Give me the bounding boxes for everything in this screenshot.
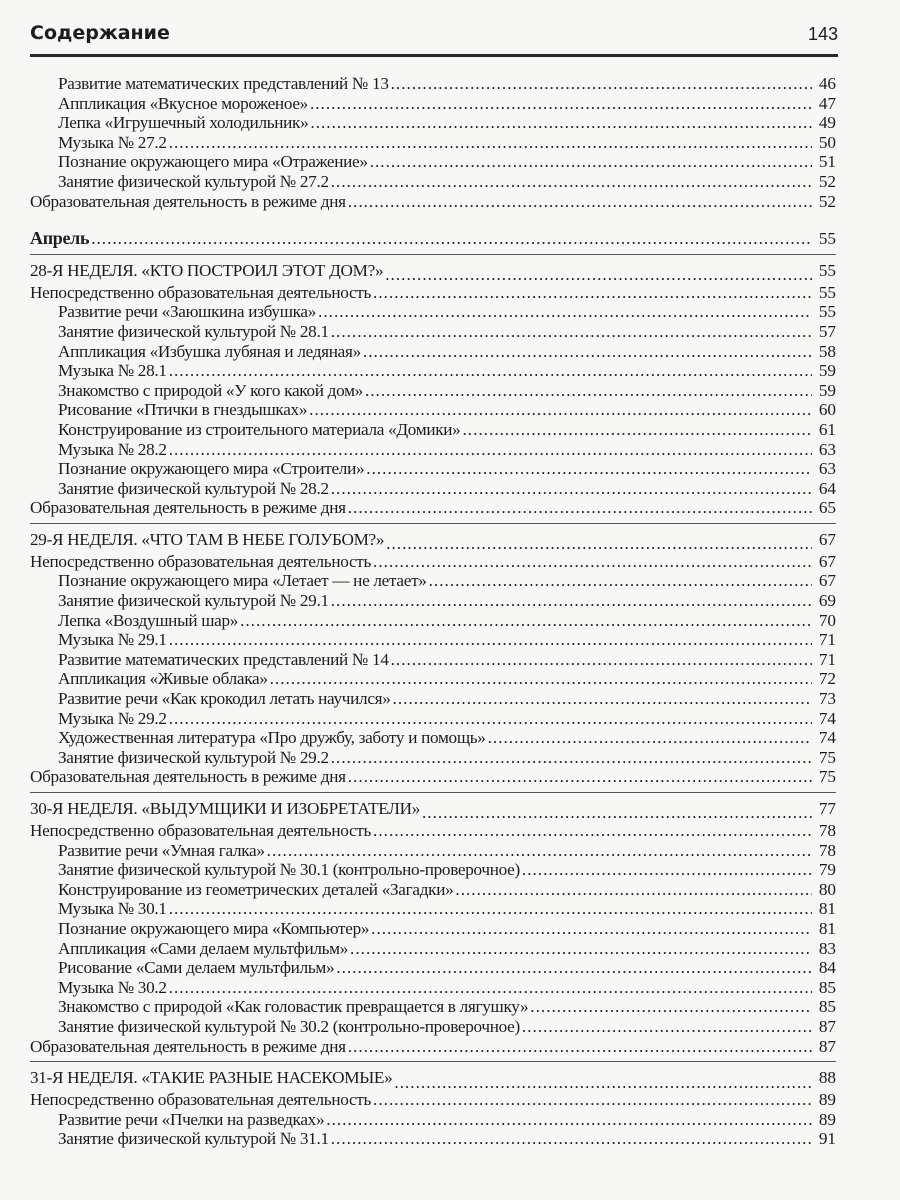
- toc-week-section: [30, 1061, 836, 1149]
- toc-entry-page: 81: [818, 918, 836, 938]
- dot-leader: [331, 322, 812, 342]
- page-number: 143: [807, 24, 838, 44]
- toc-entry-page: 46: [818, 74, 836, 93]
- toc-entry-title: Музыка № 30.2: [58, 977, 167, 997]
- toc-entry-title: Лепка «Игрушечный холодильник»: [58, 113, 309, 133]
- toc-entry-title: Непосредственно образовательная деятельность: [30, 551, 372, 571]
- dot-leader: [488, 728, 812, 748]
- toc-entry-title: Художественная литература «Про дружбу, заботу и помощь»: [58, 728, 486, 748]
- toc-entry-page: 73: [818, 689, 836, 709]
- toc-entry-title: Конструирование из строительного материала «Домики»: [58, 419, 461, 439]
- toc-entry-title: Занятие физической культурой № 31.1: [58, 1129, 329, 1149]
- toc-entry-title: 31-Я НЕДЕЛЯ. «ТАКИЕ РАЗНЫЕ НАСЕКОМЫЕ»: [30, 1068, 393, 1088]
- toc-entry-page: 59: [818, 361, 836, 381]
- toc-entry-title: Занятие физической культурой № 28.1: [58, 321, 329, 341]
- toc-entry[interactable]: [30, 361, 836, 381]
- toc-entry-title: Образовательная деятельность в режиме дня: [30, 498, 346, 518]
- toc-entry[interactable]: [30, 860, 836, 880]
- dot-leader: [366, 459, 812, 479]
- toc-entry-title: Музыка № 29.1: [58, 630, 167, 650]
- toc-entry[interactable]: [30, 1110, 836, 1130]
- toc-entry[interactable]: [30, 1017, 836, 1037]
- toc-entry-page: 81: [818, 899, 836, 919]
- toc-entry-page: 72: [818, 669, 836, 689]
- toc-entry[interactable]: [30, 552, 836, 572]
- toc-entry-title: Аппликация «Сами делаем мультфильм»: [58, 938, 349, 958]
- toc-entry-title: Знакомство с природой «Как головастик превращается в лягушку»: [58, 997, 529, 1017]
- toc-week-section: [30, 523, 836, 787]
- toc-entry-title: Непосредственно образовательная деятельность: [30, 282, 372, 302]
- toc-entry[interactable]: [30, 919, 836, 939]
- toc-entry[interactable]: [30, 939, 836, 959]
- toc-entry-title: Аппликация «Вкусное мороженое»: [58, 93, 308, 113]
- dot-leader: [169, 440, 812, 460]
- toc-entry-title: Знакомство с природой «У кого какой дом»: [58, 380, 363, 400]
- toc-entry-title: Музыка № 30.1: [58, 899, 167, 919]
- toc-entry-title: Аппликация «Живые облака»: [58, 669, 268, 689]
- toc-entry-page: 50: [818, 132, 836, 152]
- dot-leader: [331, 479, 812, 499]
- toc-entry-page: 64: [818, 478, 836, 498]
- toc-entry[interactable]: [30, 459, 836, 479]
- toc-entry[interactable]: [30, 767, 836, 787]
- dot-leader: [348, 192, 812, 212]
- toc-entry[interactable]: [30, 728, 836, 748]
- toc-entry-title: Познание окружающего мира «Летает — не летает»: [58, 571, 427, 591]
- toc-entry-title: Образовательная деятельность в режиме дня: [30, 1036, 346, 1056]
- toc-entry-page: 74: [818, 708, 836, 728]
- toc-entry-title: Занятие физической культурой № 27.2: [58, 171, 329, 191]
- dot-leader: [331, 748, 812, 768]
- toc-entry-title: Развитие математических представлений № 14: [58, 649, 389, 669]
- dot-leader: [267, 841, 812, 861]
- dot-leader: [331, 591, 812, 611]
- toc-entry-page: 67: [818, 529, 836, 549]
- toc-entry[interactable]: [30, 611, 836, 631]
- toc-entry[interactable]: [30, 899, 836, 919]
- toc-week-heading[interactable]: [30, 1066, 836, 1090]
- toc-entry[interactable]: [30, 74, 836, 94]
- toc-entry-title: Занятие физической культурой № 29.2: [58, 747, 329, 767]
- toc-entry-page: 65: [818, 498, 836, 518]
- toc-entry-page: 78: [818, 821, 836, 840]
- toc-section: [30, 70, 836, 211]
- dot-leader: [373, 821, 812, 841]
- toc-entry-page: 71: [818, 649, 836, 669]
- toc-entry-page: 59: [818, 380, 836, 400]
- toc-entry-title: Развитие речи «Пчелки на разведках»: [58, 1109, 325, 1129]
- toc-entry-title: Занятие физической культурой № 30.2 (контрольно-проверочное): [58, 1016, 520, 1036]
- toc-entry[interactable]: [30, 420, 836, 440]
- toc-entry-title: Лепка «Воздушный шар»: [58, 610, 239, 630]
- dot-leader: [169, 709, 812, 729]
- dot-leader: [391, 74, 812, 94]
- dot-leader: [331, 1129, 812, 1149]
- dot-leader: [318, 302, 812, 322]
- dot-leader: [370, 152, 812, 172]
- toc-week-heading[interactable]: [30, 259, 836, 283]
- toc-entry[interactable]: [30, 978, 836, 998]
- dot-leader: [326, 1110, 812, 1130]
- toc-entry[interactable]: [30, 669, 836, 689]
- dot-leader: [371, 919, 812, 939]
- toc-month-heading[interactable]: [30, 229, 836, 249]
- dot-leader: [240, 611, 812, 631]
- toc-entry-title: Музыка № 27.2: [58, 132, 167, 152]
- toc-entry-page: 91: [818, 1129, 836, 1149]
- toc-week-section: [30, 792, 836, 1056]
- toc-entry-title: Рисование «Птички в гнездышках»: [58, 400, 308, 420]
- toc-entry[interactable]: [30, 1129, 836, 1149]
- toc-entry[interactable]: [30, 152, 836, 172]
- dot-leader: [350, 939, 812, 959]
- toc-entry-page: 89: [818, 1090, 836, 1110]
- toc-entry-page: 69: [818, 591, 836, 611]
- dot-leader: [169, 978, 812, 998]
- toc-entry-title: Занятие физической культурой № 29.1: [58, 591, 329, 611]
- toc-entry-title: Развитие речи «Как крокодил летать научился»: [58, 689, 391, 709]
- toc-entry-page: 85: [818, 997, 836, 1017]
- toc-entry-page: 87: [818, 1036, 836, 1056]
- toc-entry[interactable]: [30, 133, 836, 153]
- toc-entry[interactable]: [30, 498, 836, 518]
- toc-entry-title: Непосредственно образовательная деятельность: [30, 1090, 372, 1110]
- dot-leader: [462, 420, 812, 440]
- dot-leader: [169, 630, 812, 650]
- toc-entry-page: 84: [818, 958, 836, 978]
- toc-entry[interactable]: [30, 113, 836, 133]
- toc-entry-page: 70: [818, 610, 836, 630]
- dot-leader: [310, 113, 812, 133]
- toc-entry-title: Занятие физической культурой № 30.1 (контрольно-проверочное): [58, 860, 520, 880]
- dot-leader: [391, 650, 812, 670]
- toc-entry-page: 60: [818, 400, 836, 420]
- toc-entry-page: 57: [818, 321, 836, 341]
- toc-entry-page: 78: [818, 840, 836, 860]
- toc-entry-page: 89: [818, 1109, 836, 1129]
- dot-leader: [365, 381, 812, 401]
- toc-entry-title: Образовательная деятельность в режиме дня: [30, 767, 346, 787]
- dot-leader: [386, 532, 812, 552]
- toc-entry-page: 80: [818, 879, 836, 899]
- toc-entry-page: 88: [818, 1068, 836, 1088]
- toc-entry-title: Занятие физической культурой № 28.2: [58, 478, 329, 498]
- toc-entry[interactable]: [30, 650, 836, 670]
- toc-entry-page: 55: [818, 282, 836, 302]
- toc-entry-page: 67: [818, 551, 836, 571]
- dot-leader: [310, 94, 812, 114]
- page-title: Содержание: [30, 22, 170, 44]
- dot-leader: [331, 172, 812, 192]
- dot-leader: [373, 552, 812, 572]
- toc-entry[interactable]: [30, 322, 836, 342]
- toc-entry[interactable]: [30, 997, 836, 1017]
- dot-leader: [348, 1037, 812, 1057]
- toc-entry-page: 55: [818, 302, 836, 322]
- toc-entry-title: Познание окружающего мира «Компьютер»: [58, 918, 370, 938]
- toc-entry[interactable]: [30, 571, 836, 591]
- toc-entry[interactable]: [30, 302, 836, 322]
- toc-entry[interactable]: [30, 591, 836, 611]
- toc-entry-title: 30-Я НЕДЕЛЯ. «ВЫДУМЩИКИ И ИЗОБРЕТАТЕЛИ»: [30, 799, 420, 818]
- toc-entry-page: 55: [818, 229, 836, 249]
- toc-week-section: [30, 254, 836, 518]
- dot-leader: [169, 899, 812, 919]
- toc-entry-page: 52: [818, 171, 836, 191]
- toc-entry[interactable]: [30, 192, 836, 212]
- dot-leader: [91, 229, 812, 249]
- toc-entry[interactable]: [30, 1090, 836, 1110]
- toc-entry-title: 28-Я НЕДЕЛЯ. «КТО ПОСТРОИЛ ЭТОТ ДОМ?»: [30, 260, 384, 280]
- toc-entry-page: 63: [818, 459, 836, 479]
- toc-entry-page: 75: [818, 747, 836, 767]
- dot-leader: [270, 669, 812, 689]
- toc-entry-page: 52: [818, 191, 836, 211]
- toc-entry[interactable]: [30, 172, 836, 192]
- toc-entry-page: 87: [818, 1016, 836, 1036]
- toc-entry-title: Музыка № 29.2: [58, 708, 167, 728]
- dot-leader: [336, 958, 812, 978]
- toc-month-section: [30, 225, 836, 249]
- table-of-contents: [30, 70, 836, 1149]
- toc-entry-page: 71: [818, 630, 836, 650]
- toc-entry-title: Развитие математических представлений № 13: [58, 74, 389, 93]
- dot-leader: [169, 133, 812, 153]
- toc-entry-page: 51: [818, 152, 836, 172]
- toc-entry[interactable]: [30, 709, 836, 729]
- toc-entry-title: Познание окружающего мира «Отражение»: [58, 152, 368, 172]
- toc-entry-page: 74: [818, 728, 836, 748]
- toc-entry-title: 29-Я НЕДЕЛЯ. «ЧТО ТАМ В НЕБЕ ГОЛУБОМ?»: [30, 529, 385, 549]
- toc-entry-title: Музыка № 28.2: [58, 439, 167, 459]
- dot-leader: [429, 571, 812, 591]
- toc-entry-title: Развитие речи «Умная галка»: [58, 840, 265, 860]
- toc-entry-title: Развитие речи «Заюшкина избушка»: [58, 302, 317, 322]
- toc-entry-page: 55: [818, 260, 836, 280]
- dot-leader: [348, 498, 812, 518]
- toc-entry[interactable]: [30, 94, 836, 114]
- running-header: [30, 20, 838, 57]
- dot-leader: [309, 400, 812, 420]
- toc-entry-page: 67: [818, 571, 836, 591]
- toc-entry-page: 61: [818, 419, 836, 439]
- toc-entry-page: 63: [818, 439, 836, 459]
- toc-entry-page: 85: [818, 977, 836, 997]
- toc-entry-title: Познание окружающего мира «Строители»: [58, 459, 365, 479]
- toc-entry[interactable]: [30, 1037, 836, 1057]
- dot-leader: [522, 860, 812, 880]
- dot-leader: [169, 361, 812, 381]
- dot-leader: [455, 880, 812, 900]
- toc-entry[interactable]: [30, 283, 836, 303]
- toc-entry-title: Непосредственно образовательная деятельность: [30, 821, 372, 840]
- toc-entry-title: Апрель: [30, 228, 90, 249]
- toc-entry-page: 83: [818, 938, 836, 958]
- toc-week-heading[interactable]: [30, 528, 836, 552]
- toc-entry[interactable]: [30, 880, 836, 900]
- toc-entry-title: Конструирование из геометрических деталей «Загадки»: [58, 879, 454, 899]
- dot-leader: [373, 283, 812, 303]
- toc-entry[interactable]: [30, 841, 836, 861]
- toc-entry[interactable]: [30, 748, 836, 768]
- dot-leader: [422, 801, 812, 821]
- toc-entry-title: Рисование «Сами делаем мультфильм»: [58, 958, 335, 978]
- dot-leader: [385, 263, 812, 283]
- dot-leader: [530, 997, 812, 1017]
- toc-entry[interactable]: [30, 630, 836, 650]
- toc-entry[interactable]: [30, 689, 836, 709]
- dot-leader: [394, 1071, 812, 1091]
- toc-entry-page: 75: [818, 767, 836, 787]
- toc-entry[interactable]: [30, 400, 836, 420]
- toc-entry-page: 47: [818, 93, 836, 113]
- dot-leader: [393, 689, 812, 709]
- toc-entry-title: Образовательная деятельность в режиме дня: [30, 191, 346, 211]
- toc-entry[interactable]: [30, 440, 836, 460]
- toc-entry-page: 58: [818, 341, 836, 361]
- toc-entry-page: 79: [818, 860, 836, 880]
- toc-entry-title: Музыка № 28.1: [58, 361, 167, 381]
- toc-entry[interactable]: [30, 381, 836, 401]
- toc-entry[interactable]: [30, 821, 836, 841]
- toc-entry[interactable]: [30, 342, 836, 362]
- dot-leader: [348, 767, 812, 787]
- dot-leader: [363, 342, 812, 362]
- toc-entry-page: 49: [818, 113, 836, 133]
- dot-leader: [373, 1090, 812, 1110]
- toc-week-heading[interactable]: [30, 797, 836, 821]
- toc-entry[interactable]: [30, 479, 836, 499]
- toc-entry[interactable]: [30, 958, 836, 978]
- toc-entry-title: Аппликация «Избушка лубяная и ледяная»: [58, 341, 361, 361]
- dot-leader: [522, 1017, 812, 1037]
- toc-entry-page: 77: [818, 799, 836, 818]
